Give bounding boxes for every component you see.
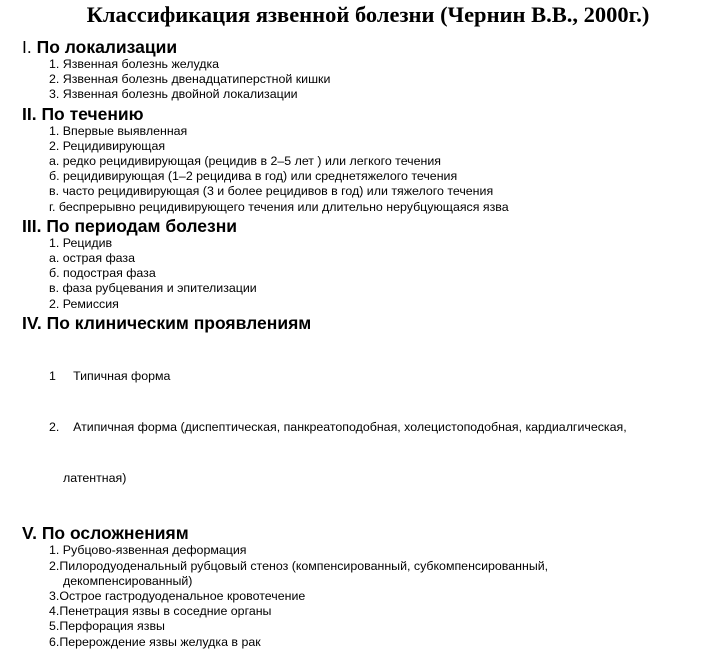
section-list-clinical xyxy=(22,333,712,524)
section-number: V. xyxy=(22,523,37,544)
list-item: в. часто рецидивирующая (3 и более рецидивов в год) или тяжелого течения xyxy=(49,184,494,199)
list-item: 4.Пенетрация язвы в соседние органы xyxy=(49,604,272,619)
section-number: IV. xyxy=(22,312,42,333)
section-title: По клиническим проявлениям xyxy=(46,312,312,333)
list-item: 2.Пилородуоденальный рубцовый стеноз (компенсированный, субкомпенсированный, xyxy=(49,558,549,573)
section-title: По осложнениям xyxy=(41,523,189,544)
section-heading-course xyxy=(22,104,712,124)
list-item: 1. Рецидив xyxy=(49,235,113,250)
list-item: 2. Ремиссия xyxy=(49,296,119,311)
list-item: 5.Перфорация язвы xyxy=(49,619,165,634)
section-list-complications xyxy=(22,543,712,650)
list-item: 3. Язвенная болезнь двойной локализации xyxy=(49,87,298,102)
section-title: По периодам болезни xyxy=(46,215,238,236)
list-item: а. острая фаза xyxy=(49,251,135,266)
section-number: I. xyxy=(22,37,32,57)
section-list-localization xyxy=(22,57,712,104)
list-item: в. фаза рубцевания и эпителизации xyxy=(49,281,257,296)
list-item-continuation: латентная) xyxy=(63,471,127,486)
section-heading-clinical xyxy=(22,313,712,333)
section-number: II. xyxy=(22,103,37,124)
list-item: г. беспрерывно рецидивирующего течения или длительно нерубцующаяся язва xyxy=(49,199,509,214)
list-item: 1. Впервые выявленная xyxy=(49,123,188,138)
slide-title: Классификация язвенной болезни (Чернин В.В., 2000г.) xyxy=(86,2,650,27)
list-item: 1. Язвенная болезнь желудка xyxy=(49,57,220,71)
list-item: а. редко рецидивирующая (рецидив в 2–5 лет ) или легкого течения xyxy=(49,154,442,169)
list-item: б. подострая фаза xyxy=(49,266,156,281)
list-item: 1 Типичная форма xyxy=(49,368,171,383)
list-item: 2. Атипичная форма (диспептическая, панкреатоподобная, холецистоподобная, кардиалгическая, xyxy=(49,420,627,435)
classification-content xyxy=(22,37,712,651)
list-item: б. рецидивирующая (1–2 рецидива в год) или среднетяжелого течения xyxy=(49,169,458,184)
list-item-continuation: декомпенсированный) xyxy=(63,573,193,588)
section-heading-periods xyxy=(22,216,712,236)
section-list-course xyxy=(22,124,712,216)
list-item: 3.Острое гастродуоденальное кровотечение xyxy=(49,589,306,604)
list-item: 6.Перерождение язвы желудка в рак xyxy=(49,634,261,649)
list-item: 2. Рецидивирующая xyxy=(49,138,166,153)
section-number: III. xyxy=(22,215,42,236)
section-title: По течению xyxy=(41,103,144,124)
list-item: 2. Язвенная болезнь двенадцатиперстной кишки xyxy=(49,72,331,87)
section-heading-complications xyxy=(22,523,712,543)
section-title: По локализации xyxy=(36,37,178,57)
list-item: 1. Рубцово-язвенная деформация xyxy=(49,543,247,558)
section-list-periods xyxy=(22,236,712,313)
section-heading-localization xyxy=(22,37,712,57)
